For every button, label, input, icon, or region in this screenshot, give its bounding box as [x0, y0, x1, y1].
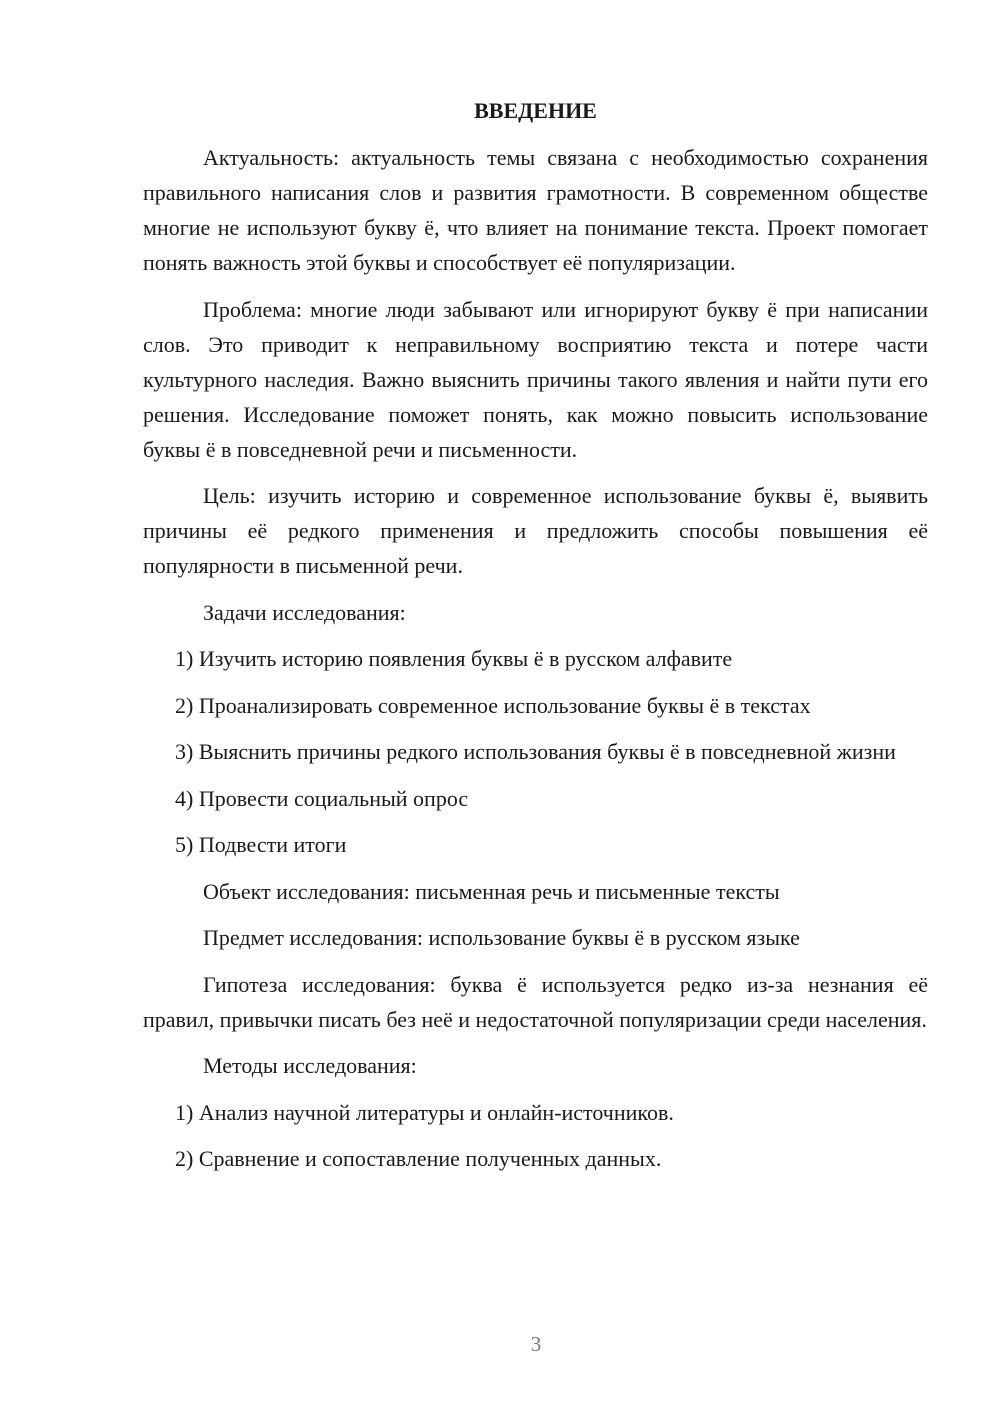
paragraph: Предмет исследования: использование буквы ё в русском языке [203, 925, 800, 950]
document-page [143, 96, 928, 1188]
list-item: 5) Подвести итоги [175, 832, 347, 857]
list-item: 2) Проанализировать современное использование буквы ё в текстах [175, 692, 811, 718]
document-body [143, 140, 928, 1176]
paragraph: Задачи исследования: [203, 599, 406, 625]
list-item: 1) Изучить историю появления буквы ё в русском алфавите [175, 646, 733, 671]
list-item: 4) Провести социальный опрос [175, 785, 469, 811]
list-item: 2) Сравнение и сопоставление полученных данных. [175, 1146, 662, 1171]
section-title: ВВЕДЕНИЕ [474, 98, 597, 123]
paragraph: Актуальность: актуальность темы связана с необходимостью сохранения правильного написания слов и развития грамотности. В современном обществе многие не используют букву ё, что влияет на понимание текста. Проект помогает понять важность этой буквы и способствует её популяризации. [143, 145, 928, 275]
paragraph: Гипотеза исследования: буква ё используется редко из-за незнания её правил, привычки писать без неё и недостаточной популяризации среди населения. [143, 971, 928, 1032]
paragraph: Методы исследования: [203, 1053, 417, 1078]
paragraph: Цель: изучить историю и современное использование буквы ё, выявить причины её редкого применения и предложить способы повышения её популярности в письменной речи. [143, 483, 928, 578]
list-item: 3) Выяснить причины редкого использования буквы ё в повседневной жизни [175, 739, 896, 764]
page-number: 3 [530, 1332, 542, 1356]
list-item: 1) Анализ научной литературы и онлайн-источников. [175, 1099, 674, 1125]
paragraph: Проблема: многие люди забывают или игнорируют букву ё при написании слов. Это приводит к неправильному восприятию текста и потере части культурного наследия. Важно выяснить причины такого явления и найти пути его решения. Исследование поможет понять, как можно повысить использование буквы ё в повседневной речи и письменности. [143, 296, 928, 462]
paragraph: Объект исследования: письменная речь и письменные тексты [203, 878, 780, 904]
